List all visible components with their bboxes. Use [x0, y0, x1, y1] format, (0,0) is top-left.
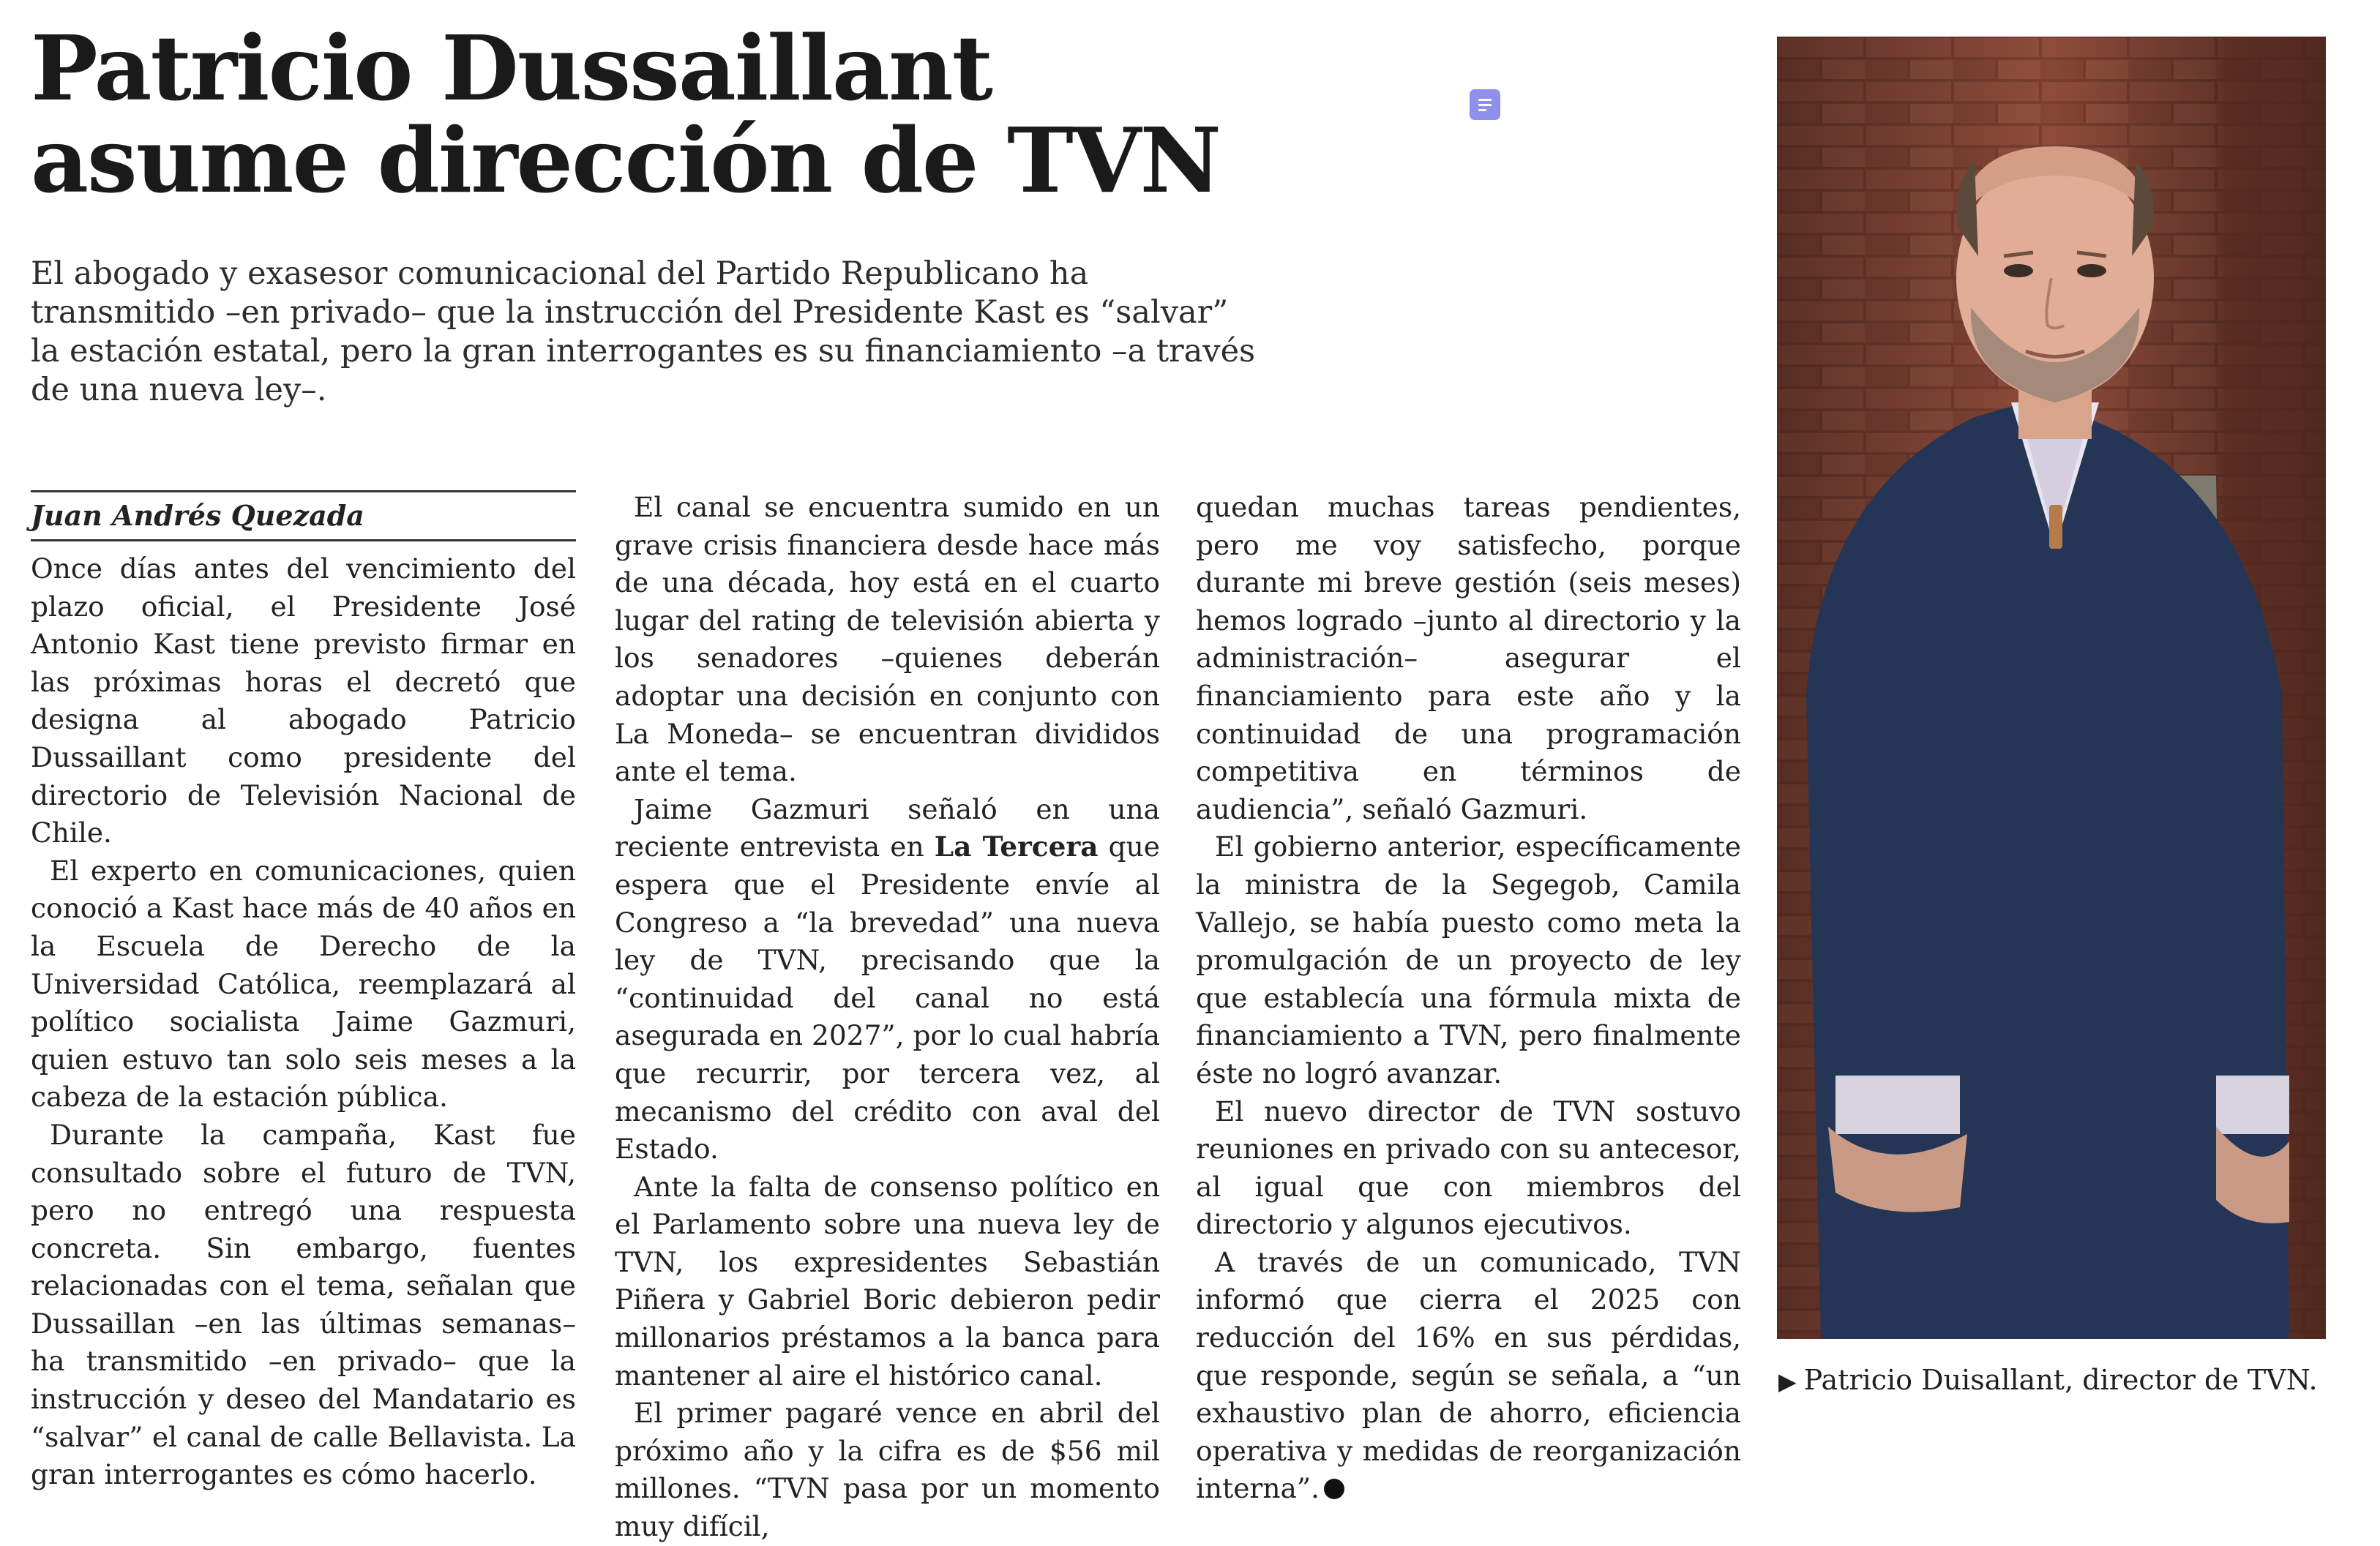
article-paragraph: El canal se encuentra sumido en un grave crisis financiera desde hace más de una década, hoy está en el cuarto lugar del rating de televisión abierta y los senadores –quienes deberán adoptar una decisión en conjunto con La Moneda– se encuentran divididos ante el tema.: [615, 491, 1160, 788]
paragraph-text: que espera que el Presidente envíe al Congreso a “la brevedad” una nueva ley de TVN, precisando que la “continuidad del canal no está asegurada en 2027”, por lo cual habría que recurrir, por tercera vez, al mecanismo del crédito con aval del Estado.: [615, 830, 1160, 1166]
article-column-2: [615, 489, 1160, 1546]
portrait-photo: [1777, 37, 2326, 1339]
article-paragraph: El experto en comunicaciones, quien conoció a Kast hace más de 40 años en la Escuela de Derecho de la Universidad Católica, reemplazará al político socialista Jaime Gazmuri, quien estuvo tan solo seis meses a la cabeza de la estación pública.: [31, 854, 576, 1114]
caption-arrow-icon: ▶: [1778, 1367, 1797, 1395]
lede: El abogado y exasesor comunicacional del Partido Republicano ha transmitido –en privado– que la instrucción del Presidente Kast es “salvar” la estación estatal, pero la gran interrogantes es su financiamiento –a través de una nueva ley–.: [31, 255, 1256, 408]
photo-caption: [1778, 1361, 2379, 1400]
headline-line-2: asume dirección de TVN: [31, 108, 1220, 213]
paragraph-text: A través de un comunicado, TVN informó que cierra el 2025 con reducción del 16% en sus pérdidas, que responde, según se señala, a “un exhaustivo plan de ahorro, eficiencia operativa y medidas de reorganización interna”.: [1196, 1245, 1741, 1505]
note-icon[interactable]: [1470, 89, 1500, 120]
article-paragraph: El gobierno anterior, específicamente la ministra de la Segegob, Camila Vallejo, se había puesto como meta la promulgación de un proyecto de ley que establecía una fórmula mixta de financiamiento a TVN, pero finalmente éste no logró avanzar.: [1196, 830, 1741, 1089]
article-column-1: [31, 489, 576, 1494]
article-paragraph: Once días antes del vencimiento del plazo oficial, el Presidente José Antonio Kast tiene previsto firmar en las próximas horas el decretó que designa al abogado Patricio Dussaillant como presidente del directorio de Televisión Nacional de Chile.: [31, 552, 576, 849]
article-paragraph: [1196, 1244, 1741, 1508]
caption-text: Patricio Duisallant, director de TVN.: [1803, 1364, 2318, 1396]
paragraph-text: Jaime Gazmuri señaló en una reciente entrevista en: [615, 792, 1160, 863]
article-paragraph: [615, 791, 1160, 1168]
article-paragraph: Ante la falta de consenso político en el Parlamento sobre una nueva ley de TVN, los expresidentes Sebastián Piñera y Gabriel Boric debieron pedir millonarios préstamos a la banca para mantener al aire el histórico canal.: [615, 1170, 1160, 1392]
article-paragraph: El primer pagaré vence en abril del próximo año y la cifra es de $56 mil millones. “TVN pasa por un momento muy difícil,: [615, 1397, 1160, 1543]
headline-line-1: Patricio Dussaillant: [31, 15, 992, 121]
end-mark-icon: [1324, 1479, 1344, 1499]
byline: Juan Andrés Quezada: [31, 490, 576, 541]
article-paragraph: El nuevo director de TVN sostuvo reuniones en privado con su antecesor, al igual que con miembros del directorio y algunos ejecutivos.: [1196, 1095, 1741, 1241]
article-column-3: [1196, 489, 1741, 1508]
article-paragraph: Durante la campaña, Kast fue consultado sobre el futuro de TVN, pero no entregó una respuesta concreta. Sin embargo, fuentes relacionadas con el tema, señalan que Dussaillan –en las últimas semanas– ha transmitido –en privado– que la instrucción y deseo del Mandatario es “salvar” el canal de calle Bellavista. La gran interrogantes es cómo hacerlo.: [31, 1118, 576, 1491]
newspaper-name: La Tercera: [934, 830, 1099, 863]
article-paragraph: quedan muchas tareas pendientes, pero me voy satisfecho, porque durante mi breve gestión (seis meses) hemos logrado –junto al directorio y la administración– asegurar el financiamiento para este año y la continuidad de una programación competitiva en términos de audiencia”, señaló Gazmuri.: [1196, 491, 1741, 825]
headline: [31, 15, 1421, 213]
